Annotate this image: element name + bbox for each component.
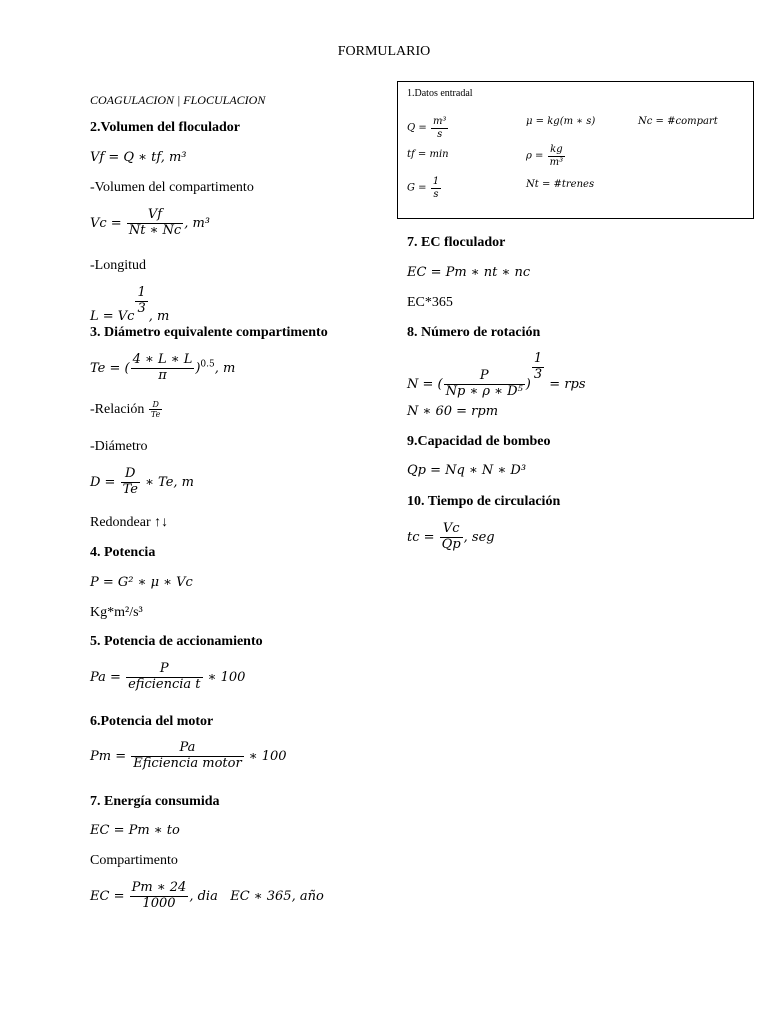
formula-q: Q = $\frac{\text{m³}}{s}$ <box>407 116 447 140</box>
formula-te: Te = ( $\frac{4 ∗ L ∗ L}{\pi}$ )$^{0.5}$, m <box>90 352 236 383</box>
input-data-box <box>397 81 754 219</box>
formula-p: P = G² ∗ μ ∗ Vc <box>90 575 193 590</box>
formula-g: G = $\frac{1}{s}$ <box>407 176 440 200</box>
heading-diametro-equivalente: 3. Diámetro equivalente compartimento <box>90 325 328 340</box>
formula-tf: tf = min <box>407 149 449 160</box>
label-ec365: EC*365 <box>407 295 453 310</box>
formula-tc: tc = $\frac{Vc}{Qp}$ , seg <box>407 521 495 552</box>
document-title: FORMULARIO <box>337 44 431 59</box>
heading-tiempo-circulacion: 10. Tiempo de circulación <box>407 494 561 509</box>
heading-energia-consumida: 7. Energía consumida <box>90 794 220 809</box>
label-volumen-compartimento: -Volumen del compartimento <box>90 180 254 195</box>
formula-vf: Vf = Q ∗ tf, m³ <box>90 150 187 165</box>
formula-rpm: N ∗ 60 = rpm <box>407 404 499 419</box>
label-compartimento: Compartimento <box>90 853 178 868</box>
formula-ec-floculador: EC = Pm ∗ nt ∗ nc <box>407 265 531 280</box>
input-data-heading: 1.Datos entradal <box>407 88 473 99</box>
formula-n: N = ( $\frac{P}{\text{Np ∗ ρ ∗ D⁵}}$ ) $\frac{1}{3}$ = rps <box>407 351 586 399</box>
section-subtitle: COAGULACION | FLOCULACION <box>90 93 266 107</box>
formula-qp: Qp = Nq ∗ N ∗ D³ <box>407 463 527 478</box>
formula-vc: Vc = $\frac{Vf}{Nt ∗ Nc}$ , m³ <box>90 207 211 238</box>
formula-d: D = $\frac{D}{Te}$ ∗ Te, m <box>90 466 195 497</box>
label-units: Kg*m²/s³ <box>90 605 143 620</box>
heading-potencia-accionamiento: 5. Potencia de accionamiento <box>90 634 263 649</box>
formula-rho: ρ = $\frac{kg}{\text{m³}}$ <box>526 144 564 168</box>
formula-nt: Nt = #trenes <box>526 179 595 190</box>
formula-pm: Pm = $\frac{Pa}{\text{Eficiencia motor}}$ ∗ 100 <box>90 740 287 771</box>
formula-mu: μ = kg(m ∗ s) <box>526 116 596 127</box>
label-longitud: -Longitud <box>90 258 146 273</box>
formula-nc: Nc = #compart <box>638 116 718 127</box>
formula-l: L = Vc $\frac{1}{3}$ , m <box>90 285 170 324</box>
heading-ec-floculador: 7. EC floculador <box>407 235 506 250</box>
heading-volumen-floculador: 2.Volumen del floculador <box>90 120 240 135</box>
formula-ec: EC = Pm ∗ to <box>90 823 180 838</box>
label-diametro: -Diámetro <box>90 439 148 454</box>
label-relacion: -Relación $\frac{D}{Te}$ <box>90 400 161 420</box>
formula-pa: Pa = $\frac{P}{\text{eficiencia t}}$ ∗ 100 <box>90 661 246 692</box>
heading-numero-rotacion: 8. Número de rotación <box>407 325 541 340</box>
heading-potencia-motor: 6.Potencia del motor <box>90 714 214 729</box>
heading-potencia: 4. Potencia <box>90 545 156 560</box>
heading-capacidad-bombeo: 9.Capacidad de bombeo <box>407 434 551 449</box>
formula-ec-dia: EC = $\frac{Pm ∗ 24}{1000}$ , dia EC ∗ 365, año <box>90 880 324 911</box>
label-redondear: Redondear ↑↓ <box>90 515 169 530</box>
